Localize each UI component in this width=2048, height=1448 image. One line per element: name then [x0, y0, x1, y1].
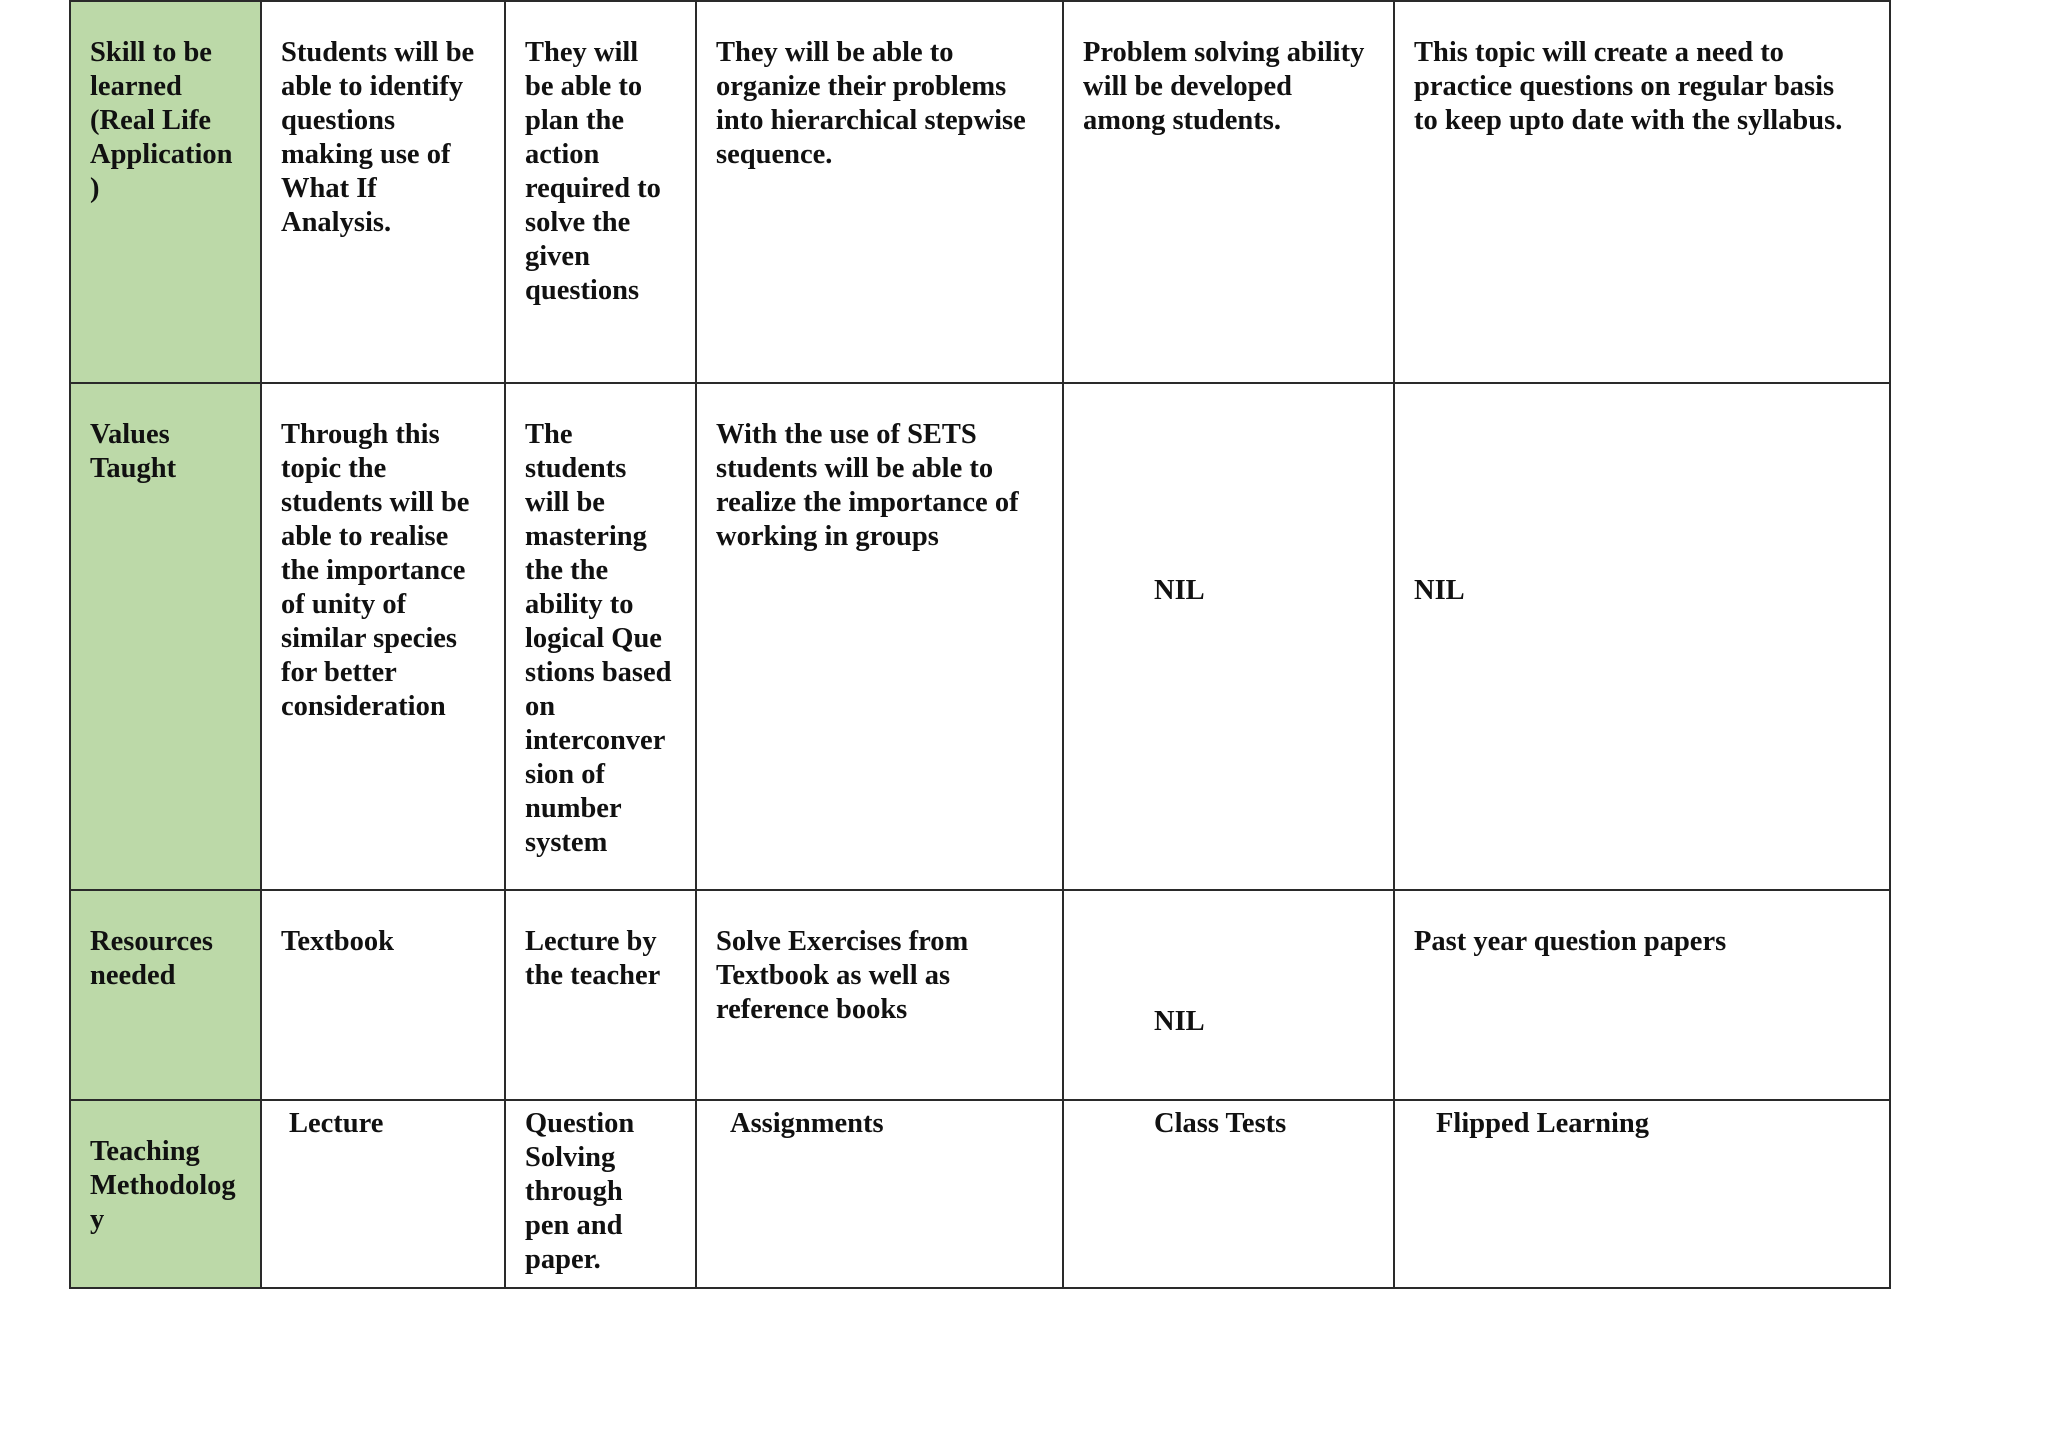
row-header-methodology: [70, 1100, 261, 1288]
lesson-plan-table: [69, 0, 1891, 1289]
table-cell: [1394, 1100, 1890, 1288]
table-cell: [261, 1, 505, 383]
cell-text: The students will be mastering the the ability to logical Que stions based on interconver sion of number system: [525, 419, 672, 858]
table-row-skills: [70, 1, 1890, 383]
table-cell: [1394, 1, 1890, 383]
cell-text: Lecture by the teacher: [525, 926, 661, 991]
table-row-values: [70, 383, 1890, 890]
table-cell: [696, 383, 1063, 890]
table-cell: [696, 1100, 1063, 1288]
cell-text: NIL: [1154, 1006, 1205, 1037]
table-row-methodology: [70, 1100, 1890, 1288]
table-row-resources: [70, 890, 1890, 1100]
cell-text: Past year question papers: [1414, 926, 1727, 957]
cell-text: Class Tests: [1154, 1108, 1287, 1139]
row-header-text: Values Taught: [90, 419, 177, 484]
lesson-plan-sheet: [69, 0, 1891, 1289]
table-cell: [505, 1100, 696, 1288]
cell-text: Students will be able to identify questions making use of What If Analysis.: [281, 37, 475, 238]
table-cell: [696, 1, 1063, 383]
table-cell: [505, 890, 696, 1100]
table-cell: [261, 890, 505, 1100]
row-header-resources: [70, 890, 261, 1100]
table-cell: [505, 1, 696, 383]
row-header-values: [70, 383, 261, 890]
table-cell: [696, 890, 1063, 1100]
cell-text: Problem solving ability will be developed among students.: [1083, 37, 1365, 136]
cell-text: Textbook: [281, 926, 394, 957]
cell-text: Through this topic the students will be able to realise the importance of unity of similar species for better consideration: [281, 419, 470, 722]
cell-text: With the use of SETS students will be able to realize the importance of working in groups: [716, 419, 1019, 552]
cell-text: They will be able to organize their problems into hierarchical stepwise sequence.: [716, 37, 1026, 170]
table-cell: [261, 1100, 505, 1288]
row-header-text: Teaching Methodolog y: [90, 1136, 236, 1235]
cell-text: NIL: [1414, 575, 1465, 606]
table-cell: [261, 383, 505, 890]
table-cell: [1394, 890, 1890, 1100]
row-header-text: Resources needed: [90, 926, 213, 991]
cell-text: Flipped Learning: [1436, 1108, 1649, 1139]
cell-text: This topic will create a need to practice questions on regular basis to keep upto date with the syllabus.: [1414, 37, 1843, 136]
cell-text: They will be able to plan the action required to solve the given questions: [525, 37, 661, 306]
table-cell: [1063, 1100, 1394, 1288]
cell-text: Solve Exercises from Textbook as well as reference books: [716, 926, 969, 1025]
row-header-text: Skill to be learned (Real Life Application ): [90, 37, 233, 204]
table-cell: [1063, 1, 1394, 383]
table-cell: [505, 383, 696, 890]
cell-text: Question Solving through pen and paper.: [525, 1108, 635, 1275]
table-cell: [1063, 383, 1394, 890]
cell-text: Assignments: [730, 1108, 884, 1139]
table-cell: [1394, 383, 1890, 890]
row-header-skills: [70, 1, 261, 383]
cell-text: NIL: [1154, 575, 1205, 606]
table-cell: [1063, 890, 1394, 1100]
cell-text: Lecture: [289, 1108, 384, 1139]
